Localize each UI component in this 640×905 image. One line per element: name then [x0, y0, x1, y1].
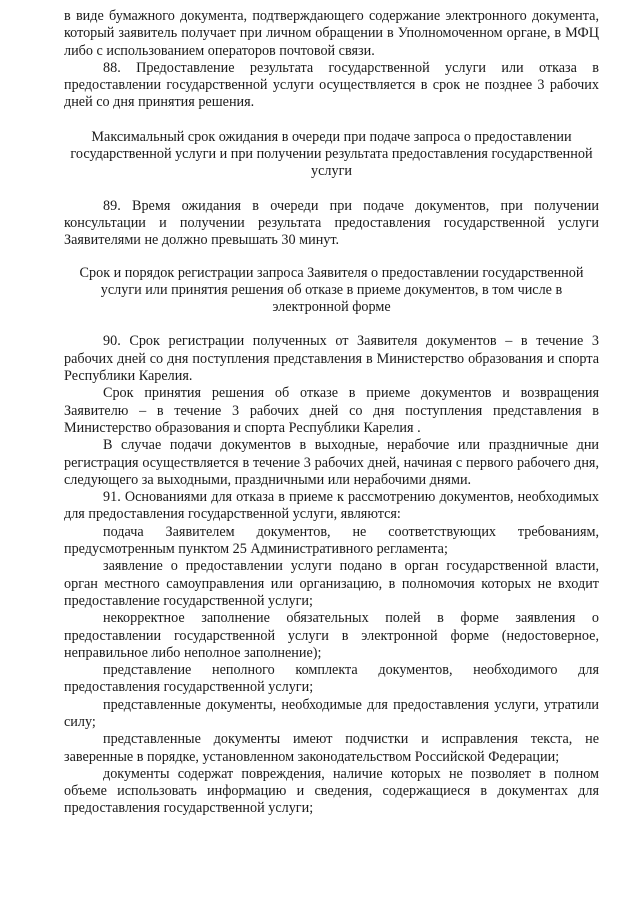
list-item-ground: подача Заявителем документов, не соответствующих требованиям, предусмотренным пунктом 25 Административного регламента;	[64, 523, 599, 558]
paragraph-89: 89. Время ожидания в очереди при подаче документов, при получении консультации и получении результата предоставления государственной услуги Заявителями не должно превышать 30 минут.	[64, 197, 599, 249]
paragraph-holidays: В случае подачи документов в выходные, нерабочие или праздничные дни регистрация осуществляется в течение 3 рабочих дней, начиная с первого рабочего дня, следующего за выходными, праздничными или нерабочими днями.	[64, 437, 599, 488]
spacer	[64, 181, 599, 198]
document-page	[64, 8, 599, 818]
spacer	[64, 112, 599, 129]
spacer	[64, 250, 599, 265]
list-item-ground: представленные документы, необходимые для предоставления услуги, утратили силу;	[64, 696, 599, 730]
list-item-ground: заявление о предоставлении услуги подано в орган государственной власти, орган местного самоуправления или организацию, в полномочия которых не входит предоставление государственной услуги;	[64, 558, 599, 609]
paragraph-91: 91. Основаниями для отказа в приеме к рассмотрению документов, необходимых для предоставления государственной услуги, являются:	[64, 489, 599, 523]
list-item-ground: представление неполного комплекта документов, необходимого для предоставления государственной услуги;	[64, 662, 599, 696]
paragraph-88: 88. Предоставление результата государственной услуги или отказа в предоставлении государственной услуги осуществляется в срок не позднее 3 рабочих дней со дня принятия решения.	[64, 59, 599, 111]
section-heading-waiting-time: Максимальный срок ожидания в очереди при подаче запроса о предоставлении государственной услуги и при получении результата предоставления государственной услуги	[70, 128, 593, 180]
section-heading-registration: Срок и порядок регистрации запроса Заявителя о предоставлении государственной услуги или принятия решения об отказе в приеме документов, в том числе в электронной форме	[79, 264, 584, 316]
list-item-ground: некорректное заполнение обязательных полей в форме заявления о предоставлении государственной услуги в электронной форме (недостоверное, неправильное либо неполное заполнение);	[64, 610, 599, 661]
list-item-ground: представленные документы имеют подчистки и исправления текста, не заверенные в порядке, установленном законодательством Российской Федерации;	[64, 731, 599, 765]
paragraph-refusal-deadline: Срок принятия решения об отказе в приеме документов и возвращения Заявителю – в течение 3 рабочих дней со дня поступления представления в Министерство образования и спорта Республики Карелия .	[64, 385, 599, 436]
paragraph-90: 90. Срок регистрации полученных от Заявителя документов – в течение 3 рабочих дней со дня поступления представления в Министерство образования и спорта Республики Карелия.	[64, 333, 599, 385]
spacer	[64, 316, 599, 333]
paragraph-continuation: в виде бумажного документа, подтверждающего содержание электронного документа, который заявитель получает при личном обращении в Уполномоченном органе, в МФЦ либо с использованием операторов почтовой связи.	[64, 8, 599, 59]
list-item-ground: документы содержат повреждения, наличие которых не позволяет в полном объеме использовать информацию и сведения, содержащиеся в документах для предоставления государственной услуги;	[64, 765, 599, 817]
